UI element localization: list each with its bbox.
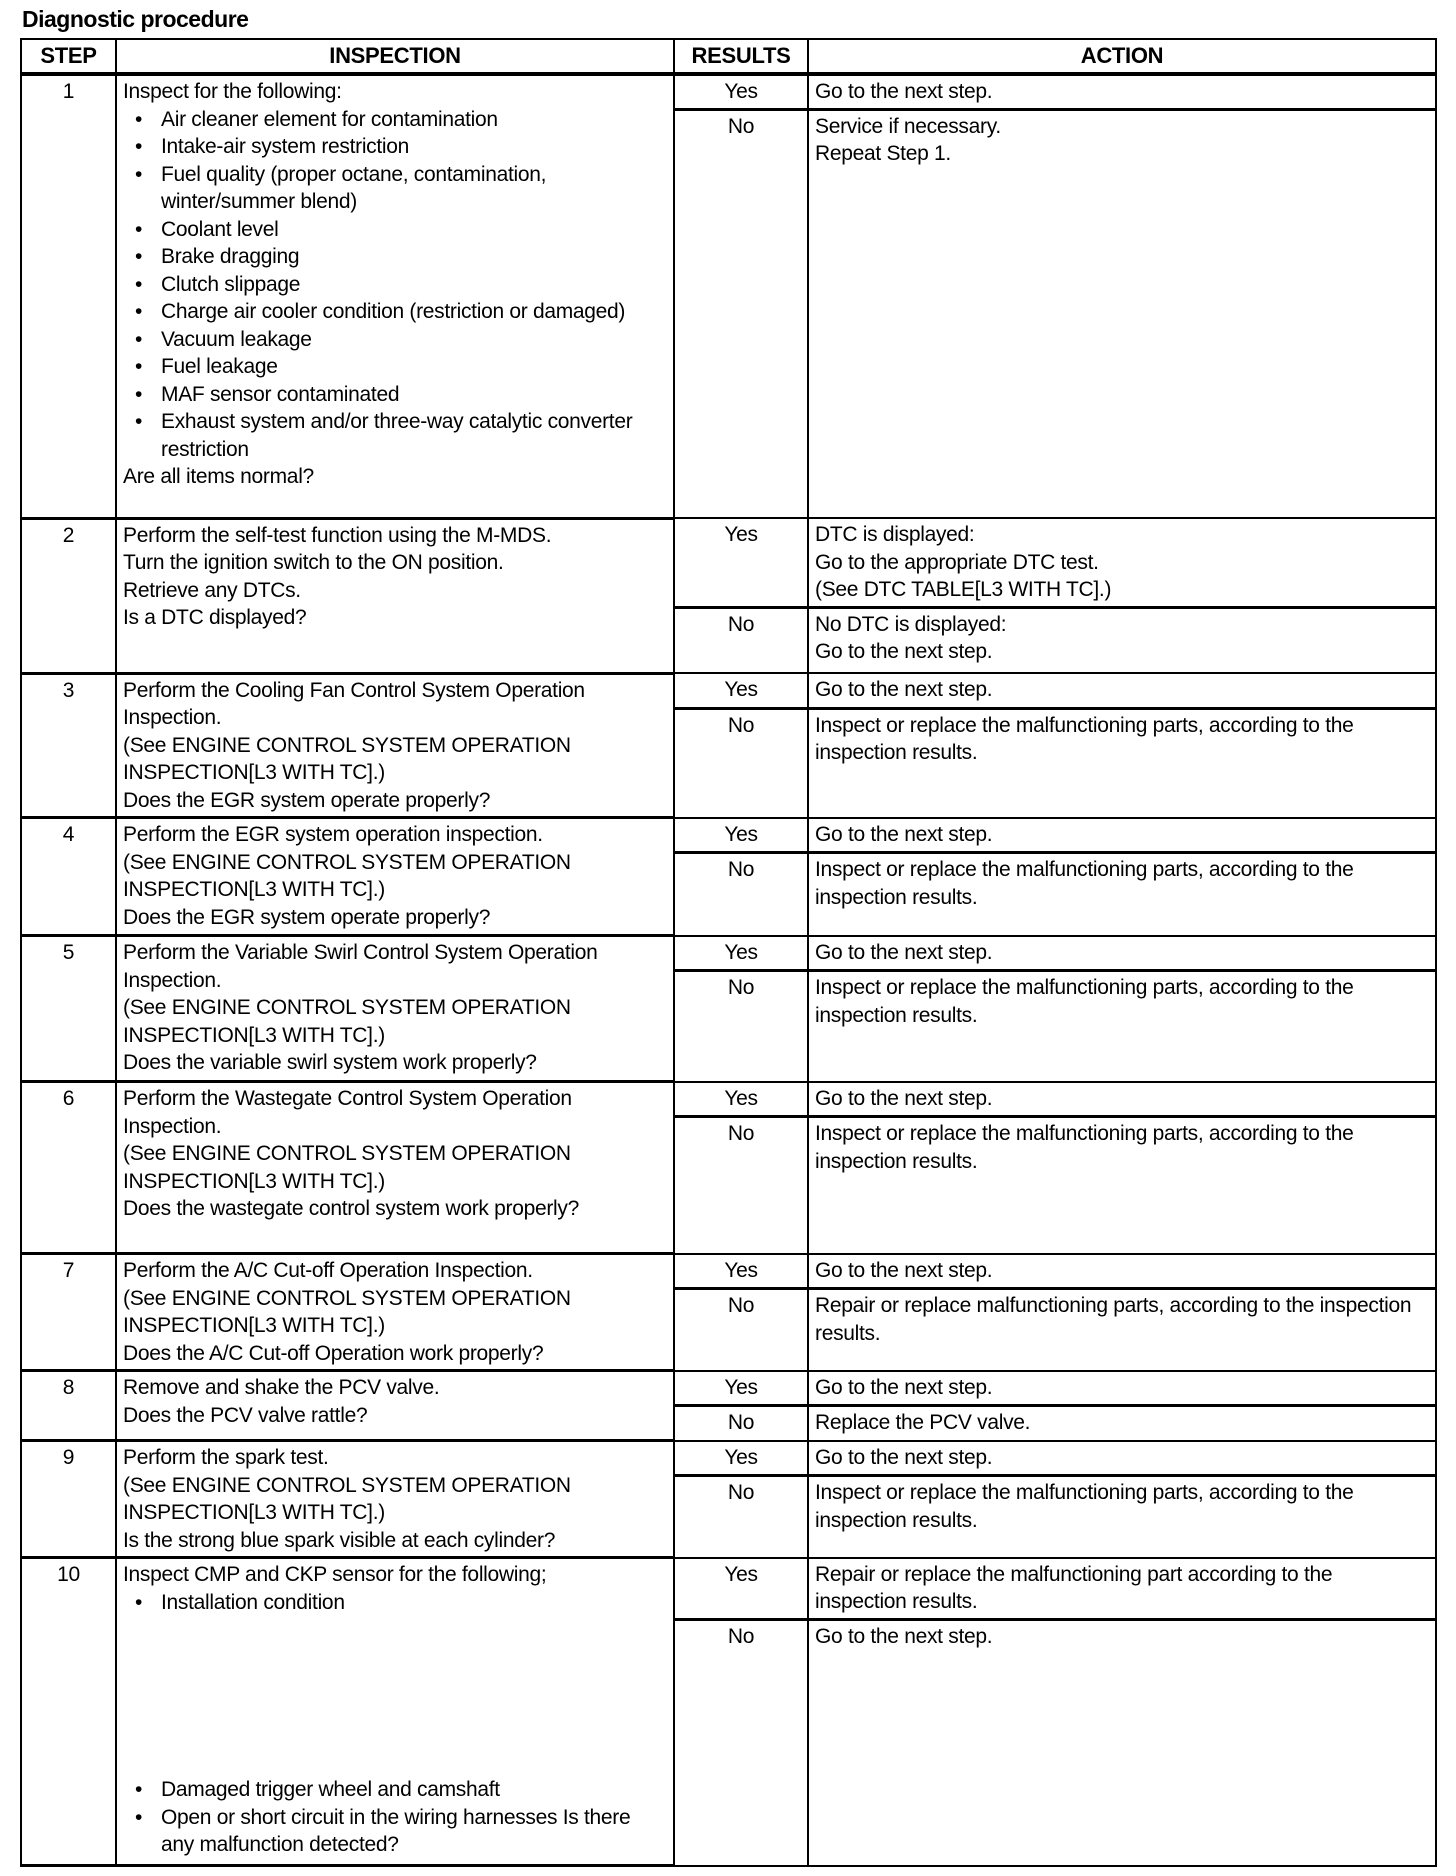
result-no: No bbox=[674, 1289, 808, 1371]
action-line: Go to the next step. bbox=[815, 1625, 993, 1648]
table-row-step-9-yes bbox=[21, 1441, 1436, 1476]
table-row-step-7-yes bbox=[21, 1254, 1436, 1289]
inspection-cell bbox=[116, 1254, 674, 1371]
inspection-line: Is a DTC displayed? bbox=[123, 606, 307, 629]
inspection-line: (See ENGINE CONTROL SYSTEM OPERATION INSPECTION[L3 WITH TC].) bbox=[123, 1286, 571, 1337]
action-line: Repair or replace malfunctioning parts, according to the inspection results. bbox=[815, 1294, 1412, 1345]
inspection-line: Perform the Variable Swirl Control System Operation Inspection. bbox=[123, 941, 598, 992]
inspection-bullet: • Coolant level bbox=[123, 216, 667, 244]
action-line: Go to the next step. bbox=[815, 1086, 993, 1110]
inspection-bullet: • Intake-air system restriction bbox=[123, 133, 667, 161]
action-line: Go to the next step. bbox=[815, 640, 993, 663]
action-no bbox=[808, 1117, 1436, 1254]
action-line: Replace the PCV valve. bbox=[815, 1411, 1031, 1434]
table-row-step-4-yes bbox=[21, 818, 1436, 853]
action-line: Go to the next step. bbox=[815, 678, 993, 701]
result-no: No bbox=[674, 1406, 808, 1441]
inspection-bullet: • Open or short circuit in the wiring harnesses Is there any malfunction detected? bbox=[123, 1804, 667, 1859]
inspection-bullet: • Exhaust system and/or three-way catalytic converter restriction bbox=[123, 408, 667, 463]
result-yes: Yes bbox=[674, 1371, 808, 1406]
action-no bbox=[808, 853, 1436, 936]
step-number: 5 bbox=[21, 936, 116, 1082]
table-row-step-3-yes bbox=[21, 673, 1436, 708]
action-yes bbox=[808, 1254, 1436, 1289]
action-yes bbox=[808, 936, 1436, 971]
result-yes: Yes bbox=[674, 818, 808, 853]
action-no bbox=[808, 1289, 1436, 1371]
action-line: Inspect or replace the malfunctioning parts, according to the inspection results. bbox=[815, 1122, 1354, 1173]
result-yes: Yes bbox=[674, 936, 808, 971]
action-yes bbox=[808, 1082, 1436, 1117]
action-no bbox=[808, 708, 1436, 817]
inspection-bullet: • MAF sensor contaminated bbox=[123, 381, 667, 409]
inspection-line: Inspect for the following: bbox=[123, 80, 342, 103]
inspection-bullet: • Air cleaner element for contamination bbox=[123, 106, 667, 134]
inspection-cell bbox=[116, 518, 674, 673]
header-step: STEP bbox=[21, 39, 116, 74]
inspection-bullet: • Vacuum leakage bbox=[123, 326, 667, 354]
header-inspection: INSPECTION bbox=[116, 39, 674, 74]
result-no: No bbox=[674, 708, 808, 817]
action-no bbox=[808, 971, 1436, 1082]
inspection-cell bbox=[116, 673, 674, 818]
inspection-cell bbox=[116, 1371, 674, 1441]
result-no: No bbox=[674, 109, 808, 518]
table-row-step-10-yes bbox=[21, 1558, 1436, 1620]
table-row-step-5-yes bbox=[21, 936, 1436, 971]
action-line: Go to the next step. bbox=[815, 1258, 993, 1282]
result-yes: Yes bbox=[674, 1441, 808, 1476]
result-yes: Yes bbox=[674, 1558, 808, 1620]
inspection-line: Perform the A/C Cut-off Operation Inspection. bbox=[123, 1259, 533, 1282]
inspection-line: (See ENGINE CONTROL SYSTEM OPERATION INSPECTION[L3 WITH TC].) bbox=[123, 733, 571, 784]
header-action: ACTION bbox=[808, 39, 1436, 74]
action-line: (See DTC TABLE[L3 WITH TC].) bbox=[815, 578, 1112, 601]
result-yes: Yes bbox=[674, 1082, 808, 1117]
inspection-line: (See ENGINE CONTROL SYSTEM OPERATION INSPECTION[L3 WITH TC].) bbox=[123, 850, 571, 901]
inspection-line: Does the A/C Cut-off Operation work properly? bbox=[123, 1341, 544, 1365]
inspection-bullet: • Charge air cooler condition (restriction or damaged) bbox=[123, 298, 667, 326]
action-yes bbox=[808, 1441, 1436, 1476]
inspection-line: Remove and shake the PCV valve. bbox=[123, 1376, 440, 1399]
inspection-line: Does the wastegate control system work properly? bbox=[123, 1197, 579, 1220]
action-line: Go to the appropriate DTC test. bbox=[815, 550, 1099, 574]
inspection-line: Inspect CMP and CKP sensor for the following; bbox=[123, 1563, 547, 1586]
inspection-cell bbox=[116, 74, 674, 518]
step-number: 9 bbox=[21, 1441, 116, 1558]
inspection-line: Retrieve any DTCs. bbox=[123, 578, 301, 602]
action-line: Go to the next step. bbox=[815, 1445, 993, 1469]
inspection-bullet: • Damaged trigger wheel and camshaft bbox=[123, 1776, 667, 1804]
result-no: No bbox=[674, 1476, 808, 1558]
action-line: Inspect or replace the malfunctioning parts, according to the inspection results. bbox=[815, 1481, 1354, 1532]
inspection-line: Perform the EGR system operation inspection. bbox=[123, 823, 543, 846]
inspection-line: Does the variable swirl system work properly? bbox=[123, 1051, 537, 1074]
inspection-line: (See ENGINE CONTROL SYSTEM OPERATION INSPECTION[L3 WITH TC].) bbox=[123, 1473, 571, 1524]
action-line: No DTC is displayed: bbox=[815, 612, 1007, 636]
action-line: Inspect or replace the malfunctioning parts, according to the inspection results. bbox=[815, 858, 1354, 909]
action-no bbox=[808, 1620, 1436, 1866]
step-number: 1 bbox=[21, 74, 116, 518]
inspection-line: Perform the Cooling Fan Control System Operation Inspection. bbox=[123, 678, 585, 729]
inspection-bullet: • Fuel leakage bbox=[123, 353, 667, 381]
page-title: Diagnostic procedure bbox=[22, 6, 249, 32]
action-yes bbox=[808, 673, 1436, 708]
table-row-step-1-yes bbox=[21, 74, 1436, 109]
result-yes: Yes bbox=[674, 673, 808, 708]
inspection-line: Perform the spark test. bbox=[123, 1446, 329, 1469]
step-number: 3 bbox=[21, 673, 116, 818]
action-line: Go to the next step. bbox=[815, 1375, 993, 1399]
inspection-line: Does the PCV valve rattle? bbox=[123, 1403, 368, 1427]
inspection-line: Does the EGR system operate properly? bbox=[123, 788, 491, 812]
step-number: 8 bbox=[21, 1371, 116, 1441]
action-no bbox=[808, 607, 1436, 673]
inspection-bullet: • Brake dragging bbox=[123, 243, 667, 271]
inspection-bullet: • Fuel quality (proper octane, contamination, winter/summer blend) bbox=[123, 161, 667, 216]
step-number: 4 bbox=[21, 818, 116, 936]
action-no bbox=[808, 1406, 1436, 1441]
inspection-cell bbox=[116, 1082, 674, 1254]
action-line: Service if necessary. bbox=[815, 114, 1001, 138]
table-row-step-8-yes bbox=[21, 1371, 1436, 1406]
action-line: Go to the next step. bbox=[815, 822, 993, 846]
action-yes bbox=[808, 818, 1436, 853]
diagnostic-procedure-table bbox=[20, 38, 1437, 1867]
inspection-cell bbox=[116, 936, 674, 1082]
action-yes bbox=[808, 1558, 1436, 1620]
inspection-line: (See ENGINE CONTROL SYSTEM OPERATION INSPECTION[L3 WITH TC].) bbox=[123, 1142, 571, 1193]
inspection-cell bbox=[116, 1558, 674, 1866]
action-yes bbox=[808, 1371, 1436, 1406]
action-line: Repair or replace the malfunctioning part according to the inspection results. bbox=[815, 1562, 1333, 1613]
inspection-line: (See ENGINE CONTROL SYSTEM OPERATION INSPECTION[L3 WITH TC].) bbox=[123, 996, 571, 1047]
table-row-step-2-yes bbox=[21, 518, 1436, 607]
action-line: Go to the next step. bbox=[815, 80, 993, 103]
action-line: Repeat Step 1. bbox=[815, 142, 951, 165]
step-number: 10 bbox=[21, 1558, 116, 1866]
inspection-bullet: • Clutch slippage bbox=[123, 271, 667, 299]
result-yes: Yes bbox=[674, 518, 808, 607]
table-header-row bbox=[21, 39, 1436, 74]
action-no bbox=[808, 109, 1436, 518]
result-yes: Yes bbox=[674, 1254, 808, 1289]
result-no: No bbox=[674, 607, 808, 673]
result-no: No bbox=[674, 1117, 808, 1254]
action-yes bbox=[808, 518, 1436, 607]
inspection-bullet: • Installation condition bbox=[123, 1589, 667, 1617]
inspection-line: Turn the ignition switch to the ON position. bbox=[123, 551, 504, 574]
inspection-line: Perform the self-test function using the M-MDS. bbox=[123, 523, 552, 547]
inspection-cell bbox=[116, 818, 674, 936]
action-no bbox=[808, 1476, 1436, 1558]
result-yes: Yes bbox=[674, 74, 808, 109]
action-line: DTC is displayed: bbox=[815, 523, 975, 546]
result-no: No bbox=[674, 971, 808, 1082]
inspection-cell bbox=[116, 1441, 674, 1558]
step-number: 6 bbox=[21, 1082, 116, 1254]
inspection-line: Perform the Wastegate Control System Operation Inspection. bbox=[123, 1087, 572, 1138]
step-number: 2 bbox=[21, 518, 116, 673]
action-yes bbox=[808, 74, 1436, 109]
action-line: Inspect or replace the malfunctioning parts, according to the inspection results. bbox=[815, 713, 1354, 765]
result-no: No bbox=[674, 853, 808, 936]
action-line: Inspect or replace the malfunctioning parts, according to the inspection results. bbox=[815, 976, 1354, 1027]
table-row-step-6-yes bbox=[21, 1082, 1436, 1117]
inspection-line: Is the strong blue spark visible at each cylinder? bbox=[123, 1528, 556, 1552]
result-no: No bbox=[674, 1620, 808, 1866]
inspection-line: Are all items normal? bbox=[123, 465, 314, 488]
step-number: 7 bbox=[21, 1254, 116, 1371]
action-line: Go to the next step. bbox=[815, 940, 993, 964]
header-results: RESULTS bbox=[674, 39, 808, 74]
inspection-line: Does the EGR system operate properly? bbox=[123, 905, 491, 929]
